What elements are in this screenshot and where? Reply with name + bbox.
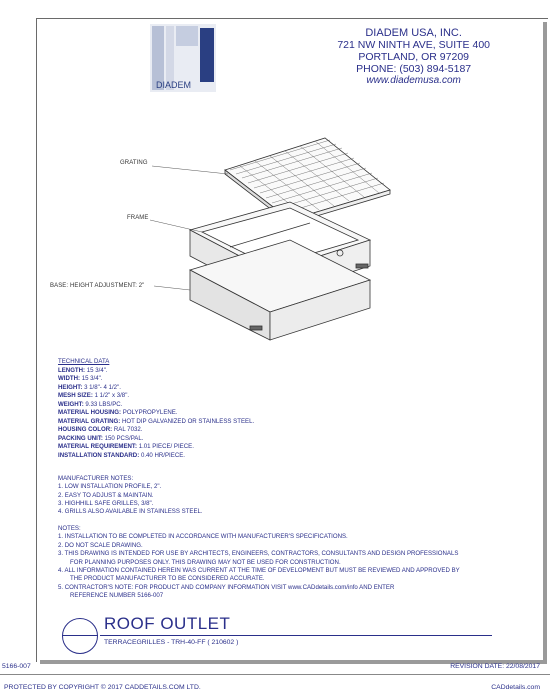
tech-row: HEIGHT: 3 1/8"- 4 1/2". <box>58 383 121 391</box>
manufacturer-item: 1. LOW INSTALLATION PROFILE, 2". <box>58 483 162 491</box>
callout-frame: FRAME <box>127 215 149 221</box>
drawing-code: 5166-007 <box>2 663 31 670</box>
company-address-1: 721 NW NINTH AVE, SUITE 400 <box>337 39 490 51</box>
tech-row: MESH SIZE: 1 1/2" x 3/8". <box>58 392 130 399</box>
note-item: 5. CONTRACTOR'S NOTE: FOR PRODUCT AND COMPANY INFORMATION VISIT www.CADdetails.com/info AND ENTER <box>58 583 395 591</box>
technical-header: TECHNICAL DATA <box>58 358 110 365</box>
manufacturer-item: 2. EASY TO ADJUST & MAINTAIN. <box>58 491 154 499</box>
title-circle <box>62 618 98 654</box>
callout-base: BASE: HEIGHT ADJUSTMENT: 2" <box>50 283 145 289</box>
callout-grating: GRATING <box>120 160 148 166</box>
manufacturer-header: MANUFACTURER NOTES: <box>58 475 134 482</box>
tech-row: MATERIAL HOUSING: POLYPROPYLENE. <box>58 409 178 416</box>
copyright-text: PROTECTED BY COPYRIGHT © 2017 CADDETAILS.COM LTD. <box>4 684 201 691</box>
company-phone: PHONE: (503) 894-5187 <box>356 63 472 75</box>
note-item: 1. INSTALLATION TO BE COMPLETED IN ACCORDANCE WITH MANUFACTURER'S SPECIFICATIONS. <box>58 533 348 541</box>
company-name: DIADEM USA, INC. <box>365 27 462 39</box>
general-notes <box>58 525 498 601</box>
title-rule <box>100 635 492 636</box>
note-item: THE PRODUCT MANUFACTURER TO BE CONSIDERED ACCURATE. <box>70 575 265 583</box>
footer-divider <box>0 674 550 675</box>
company-address-2: PORTLAND, OR 97209 <box>358 51 469 63</box>
note-item: REFERENCE NUMBER 5166-007 <box>70 592 164 600</box>
note-item: 4. ALL INFORMATION CONTAINED HEREIN WAS CURRENT AT THE TIME OF DEVELOPMENT BUT MUST BE REVIEWED AND APPROVED BY <box>58 567 460 575</box>
manufacturer-notes <box>58 475 203 516</box>
diadem-logo <box>150 24 216 92</box>
logo-text: DIADEM <box>156 80 192 90</box>
revision-date: REVISION DATE: 22/08/2017 <box>450 663 540 670</box>
note-item: FOR PLANNING PURPOSES ONLY. THIS DRAWING MAY NOT BE USED FOR CONSTRUCTION. <box>70 558 341 566</box>
tech-row: INSTALLATION STANDARD: 0.40 HR/PIECE. <box>58 451 185 459</box>
tech-row: WIDTH: 15 3/4". <box>58 375 103 382</box>
tech-row: PACKING UNIT: 150 PCS/PAL. <box>58 434 144 442</box>
note-item: 2. DO NOT SCALE DRAWING. <box>58 541 143 549</box>
caddetails-link[interactable]: CADdetails.com <box>491 684 540 691</box>
company-info <box>337 27 490 87</box>
technical-data <box>58 358 254 460</box>
sheet-shadow <box>543 22 547 664</box>
title-divider <box>62 635 98 636</box>
tech-row: MATERIAL GRATING: HOT DIP GALVANIZED OR STAINLESS STEEL. <box>58 417 255 425</box>
company-url[interactable]: www.diademusa.com <box>366 75 461 86</box>
drawing-title: ROOF OUTLET <box>104 614 231 633</box>
tech-row: WEIGHT: 9.33 LBS/PC. <box>58 400 123 408</box>
notes-header: NOTES: <box>58 525 81 532</box>
roof-outlet-drawing <box>40 130 460 355</box>
tech-row: MATERIAL REQUIREMENT: 1.01 PIECE/ PIECE. <box>58 443 194 450</box>
drawing-subtitle: TERRACEGRILLES - TRH-40-FF ( 210602 ) <box>104 639 239 646</box>
tech-row: HOUSING COLOR: RAL 7032. <box>58 426 143 433</box>
tech-row: LENGTH: 15 3/4". <box>58 366 108 374</box>
manufacturer-item: 3. HIGHHILL SAFE GRILLES, 3/8". <box>58 499 154 507</box>
note-item: 3. THIS DRAWING IS INTENDED FOR USE BY ARCHITECTS, ENGINEERS, CONTRACTORS, CONSULTANTS AND DESIGN PROFESSIONALS <box>58 550 459 558</box>
manufacturer-item: 4. GRILLS ALSO AVAILABLE IN STAINLESS STEEL. <box>58 508 203 516</box>
